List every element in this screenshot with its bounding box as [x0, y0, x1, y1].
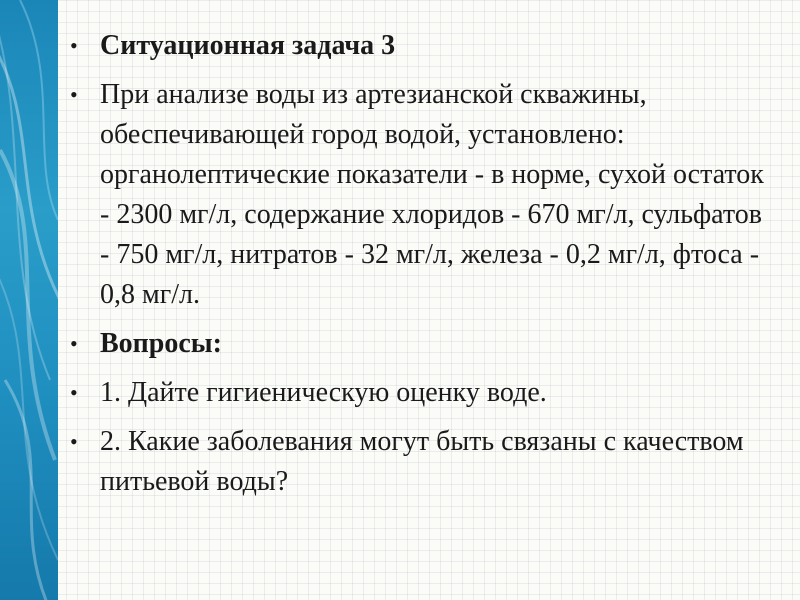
- bullet-icon: •: [70, 82, 78, 107]
- question-2-text: 2. Какие заболевания могут быть связаны с качеством питьевой воды?: [100, 426, 744, 497]
- list-item: [70, 373, 770, 413]
- question-1-text: 1. Дайте гигиеническую оценку воде.: [100, 377, 547, 408]
- list-item: [70, 422, 770, 502]
- list-item: [70, 26, 770, 66]
- bullet-icon: •: [70, 331, 78, 356]
- questions-heading: Вопросы:: [100, 328, 222, 359]
- slide-content: [70, 26, 770, 511]
- wave-decoration-icon: [0, 0, 58, 600]
- bullet-icon: •: [70, 380, 78, 405]
- bullet-icon: •: [70, 429, 78, 454]
- bullet-icon: •: [70, 33, 78, 58]
- task-condition-text: При анализе воды из артезианской скважины, обеспечивающей город водой, установлено: органолептические показатели - в норме, сухой остаток - 2300 мг/л, содержание хлоридов - 670 мг/л, сульфатов - 750 мг/л, нитратов - 32 мг/л, железа - 0,2 мг/л, фтоса - 0,8 мг/л.: [100, 79, 764, 310]
- slide-title: Ситуационная задача 3: [100, 30, 396, 61]
- list-item: [70, 324, 770, 364]
- list-item: [70, 75, 770, 315]
- decorative-side-strip: [0, 0, 58, 600]
